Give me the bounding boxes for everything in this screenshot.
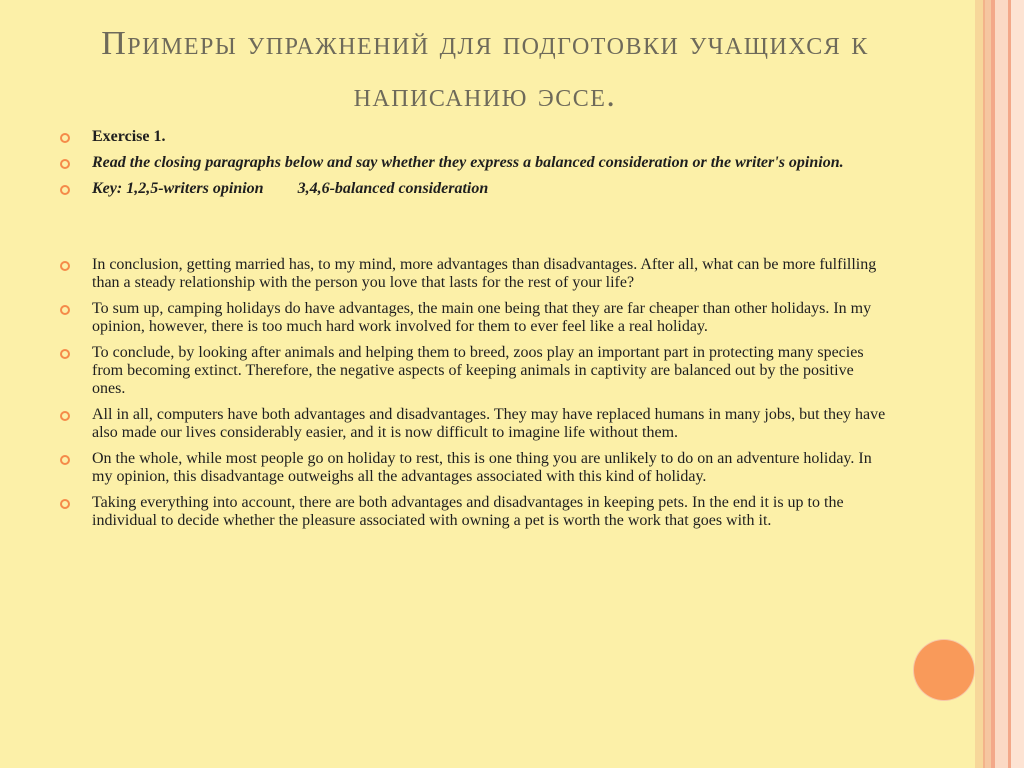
exercise-heading-item <box>58 128 888 146</box>
paragraph-text: To conclude, by looking after animals and helping them to breed, zoos play an important part in protecting many species from becoming extinct. Therefore, the negative aspects of keeping animals in captivity are balanced out by the positive ones. <box>92 344 864 397</box>
bullet-icon <box>60 305 70 315</box>
paragraph-text: To sum up, camping holidays do have advantages, the main one being that they are far cheaper than other holidays. In my opinion, however, there is too much hard work involved for them to ever feel like a real holiday. <box>92 300 872 335</box>
bullet-icon <box>60 261 70 271</box>
list-item <box>58 300 888 336</box>
decorative-stripe <box>975 0 983 768</box>
answer-key-opinion: Key: 1,2,5-writers opinion <box>92 180 264 197</box>
bullet-icon <box>60 159 70 169</box>
list-item <box>58 344 888 398</box>
decorative-stripe <box>995 0 1008 768</box>
answer-key-balanced: 3,4,6-balanced consideration <box>297 180 489 197</box>
paragraph-text: In conclusion, getting married has, to my mind, more advantages than disadvantages. After all, what can be more fulfilling than a steady relationship with the person you love that lasts for the rest of your life? <box>92 256 877 291</box>
bullet-icon <box>60 499 70 509</box>
exercise-instruction: Read the closing paragraphs below and say whether they express a balanced consideration or the writer's opinion. <box>92 154 844 171</box>
exercise-heading: Exercise 1. <box>92 128 166 145</box>
slide-title: Примеры упражнений для подготовки учащихся к написанию эссе. <box>101 25 869 114</box>
decorative-circle <box>914 640 974 700</box>
paragraph-text: Taking everything into account, there are both advantages and disadvantages in keeping pets. In the end it is up to the individual to decide whether the pleasure associated with owning a pet is worth the work that goes with it. <box>92 494 844 529</box>
bullet-icon <box>60 133 70 143</box>
bullet-icon <box>60 349 70 359</box>
decorative-stripe <box>1011 0 1024 768</box>
list-item <box>58 406 888 442</box>
list-item <box>58 256 888 292</box>
exercise-key-item <box>58 180 888 198</box>
paragraph-text: On the whole, while most people go on holiday to rest, this is one thing you are unlikely to do on an adventure holiday. In my opinion, this disadvantage outweighs all the advantages associated with this kind of holiday. <box>92 450 872 485</box>
bullet-icon <box>60 455 70 465</box>
list-item <box>58 450 888 486</box>
bullet-icon <box>60 411 70 421</box>
paragraph-text: All in all, computers have both advantages and disadvantages. They may have replaced humans in many jobs, but they have also made our lives considerably easier, and it is now difficult to imagine life without them. <box>92 406 886 441</box>
paragraph-list <box>58 256 888 530</box>
list-item <box>58 494 888 530</box>
slide-content <box>58 128 888 538</box>
exercise-instruction-item <box>58 154 888 172</box>
bullet-icon <box>60 185 70 195</box>
exercise-list <box>58 128 888 198</box>
